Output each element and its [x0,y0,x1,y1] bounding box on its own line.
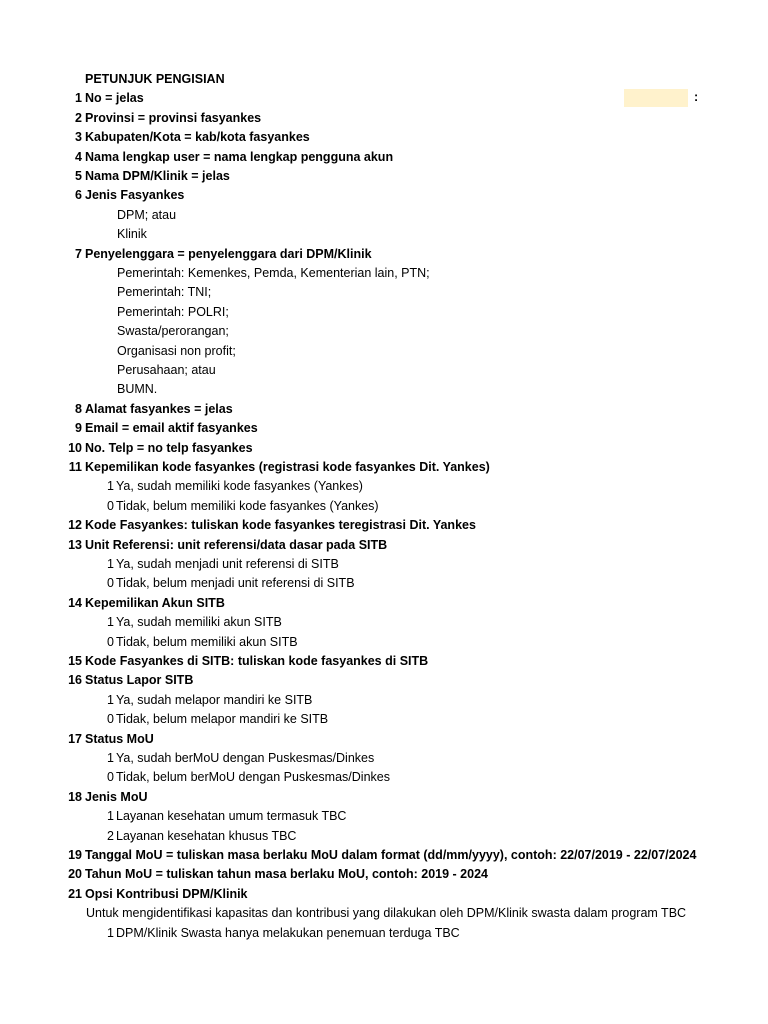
item-19-text: Tanggal MoU = tuliskan masa berlaku MoU dalam format (dd/mm/yyyy), contoh: 22/07/2019 - 22/07/2024 [85,848,697,862]
item-10-number: 10 [68,440,82,455]
opt17-option-1-text: Ya, sudah berMoU dengan Puskesmas/Dinkes [116,751,375,765]
opt16-option-0-number: 0 [107,712,114,727]
opt13-option-0-text: Tidak, belum menjadi unit referensi di SITB [116,576,355,591]
item-14-number: 14 [68,595,82,610]
yellow-cell-highlight [624,89,688,107]
item-18-number: 18 [68,789,82,804]
opt11-option-0-text: Tidak, belum memiliki kode fasyankes (Yankes) [116,498,379,513]
item-2-text: Provinsi = provinsi fasyankes [85,110,262,125]
item-15-number: 15 [68,654,82,668]
item-19-number: 19 [68,848,82,862]
opt18-option-2-text: Layanan kesehatan khusus TBC [116,828,297,843]
opt14-option-0-text: Tidak, belum memiliki akun SITB [116,634,298,649]
item-17-number: 17 [68,731,82,746]
item-1-text: No = jelas [85,91,144,106]
colon-mark: : [694,90,699,104]
item-3-number: 3 [75,130,82,145]
opt18-option-1-number: 1 [107,809,114,824]
item-15-text: Kode Fasyankes di SITB: tuliskan kode fasyankes di SITB [85,654,429,668]
item-13-number: 13 [68,537,82,552]
item-8-number: 8 [75,401,82,416]
opt21-option-1-number: 1 [107,925,114,940]
item-11-number: 11 [68,460,82,474]
item-8-text: Alamat fasyankes = jelas [85,401,233,416]
opt18-option-1-text: Layanan kesehatan umum termasuk TBC [116,809,347,824]
opt11-option-1-text: Ya, sudah memiliki kode fasyankes (Yankes) [116,479,363,494]
item-4-text: Nama lengkap user = nama lengkap pengguna akun [85,149,394,164]
item-5-number: 5 [75,169,82,183]
item-1-number: 1 [75,91,82,106]
opt11-option-0-number: 0 [107,498,114,513]
opt17-option-0-text: Tidak, belum berMoU dengan Puskesmas/Dinkes [116,770,390,785]
item-9-number: 9 [75,421,82,436]
penyelenggara-option-text: Organisasi non profit; [117,343,236,358]
item-20-number: 20 [68,867,82,882]
opt13-option-1-text: Ya, sudah menjadi unit referensi di SITB [116,557,339,571]
item-16-text: Status Lapor SITB [85,673,194,688]
item-3-text: Kabupaten/Kota = kab/kota fasyankes [85,130,310,145]
item-13-text: Unit Referensi: unit referensi/data dasar pada SITB [85,537,388,552]
opt16-option-1-text: Ya, sudah melapor mandiri ke SITB [116,692,313,707]
penyelenggara-option-text: Swasta/perorangan; [117,324,229,339]
opt14-option-1-number: 1 [107,615,114,630]
opt13-option-1-number: 1 [107,557,114,571]
penyelenggara-option-text: Pemerintah: Kemenkes, Pemda, Kementerian lain, PTN; [117,266,430,280]
opt17-option-1-number: 1 [107,751,114,765]
item-18-text: Jenis MoU [85,789,148,804]
jenis-fasyankes-option-text: Klinik [117,227,147,242]
item-12-number: 12 [68,518,82,533]
item-5-text: Nama DPM/Klinik = jelas [85,169,230,183]
item-2-number: 2 [75,110,82,125]
item-6-number: 6 [75,188,82,203]
opt11-option-1-number: 1 [107,479,114,494]
heading-text: PETUNJUK PENGISIAN [85,72,225,86]
item-21-number: 21 [68,886,82,901]
item-7-number: 7 [75,246,82,261]
item-14-text: Kepemilikan Akun SITB [85,595,225,610]
item-9-text: Email = email aktif fasyankes [85,421,258,436]
item-10-text: No. Telp = no telp fasyankes [85,440,253,455]
item-16-number: 16 [68,673,82,688]
opt13-option-0-number: 0 [107,576,114,591]
jenis-fasyankes-option-text: DPM; atau [117,207,177,222]
opt16-option-1-number: 1 [107,692,114,707]
item-20-text: Tahun MoU = tuliskan tahun masa berlaku MoU, contoh: 2019 - 2024 [85,867,488,882]
penyelenggara-option-text: Perusahaan; atau [117,363,216,377]
opt21-description-text: Untuk mengidentifikasi kapasitas dan kontribusi yang dilakukan oleh DPM/Klinik swasta dalam program TBC [86,906,687,921]
penyelenggara-option-text: BUMN. [117,382,158,397]
penyelenggara-option-text: Pemerintah: POLRI; [117,304,229,319]
opt21-option-1-text: DPM/Klinik Swasta hanya melakukan penemuan terduga TBC [116,925,460,940]
opt16-option-0-text: Tidak, belum melapor mandiri ke SITB [116,712,329,727]
item-21-text: Opsi Kontribusi DPM/Klinik [85,886,248,901]
item-11-text: Kepemilikan kode fasyankes (registrasi kode fasyankes Dit. Yankes) [85,460,490,474]
opt14-option-1-text: Ya, sudah memiliki akun SITB [116,615,282,630]
opt14-option-0-number: 0 [107,634,114,649]
item-6-text: Jenis Fasyankes [85,188,185,203]
penyelenggara-option-text: Pemerintah: TNI; [117,285,212,300]
item-4-number: 4 [75,149,82,164]
item-12-text: Kode Fasyankes: tuliskan kode fasyankes teregistrasi Dit. Yankes [85,518,476,533]
item-7-text: Penyelenggara = penyelenggara dari DPM/Klinik [85,246,372,261]
opt17-option-0-number: 0 [107,770,114,785]
opt18-option-2-number: 2 [107,828,114,843]
item-17-text: Status MoU [85,731,154,746]
